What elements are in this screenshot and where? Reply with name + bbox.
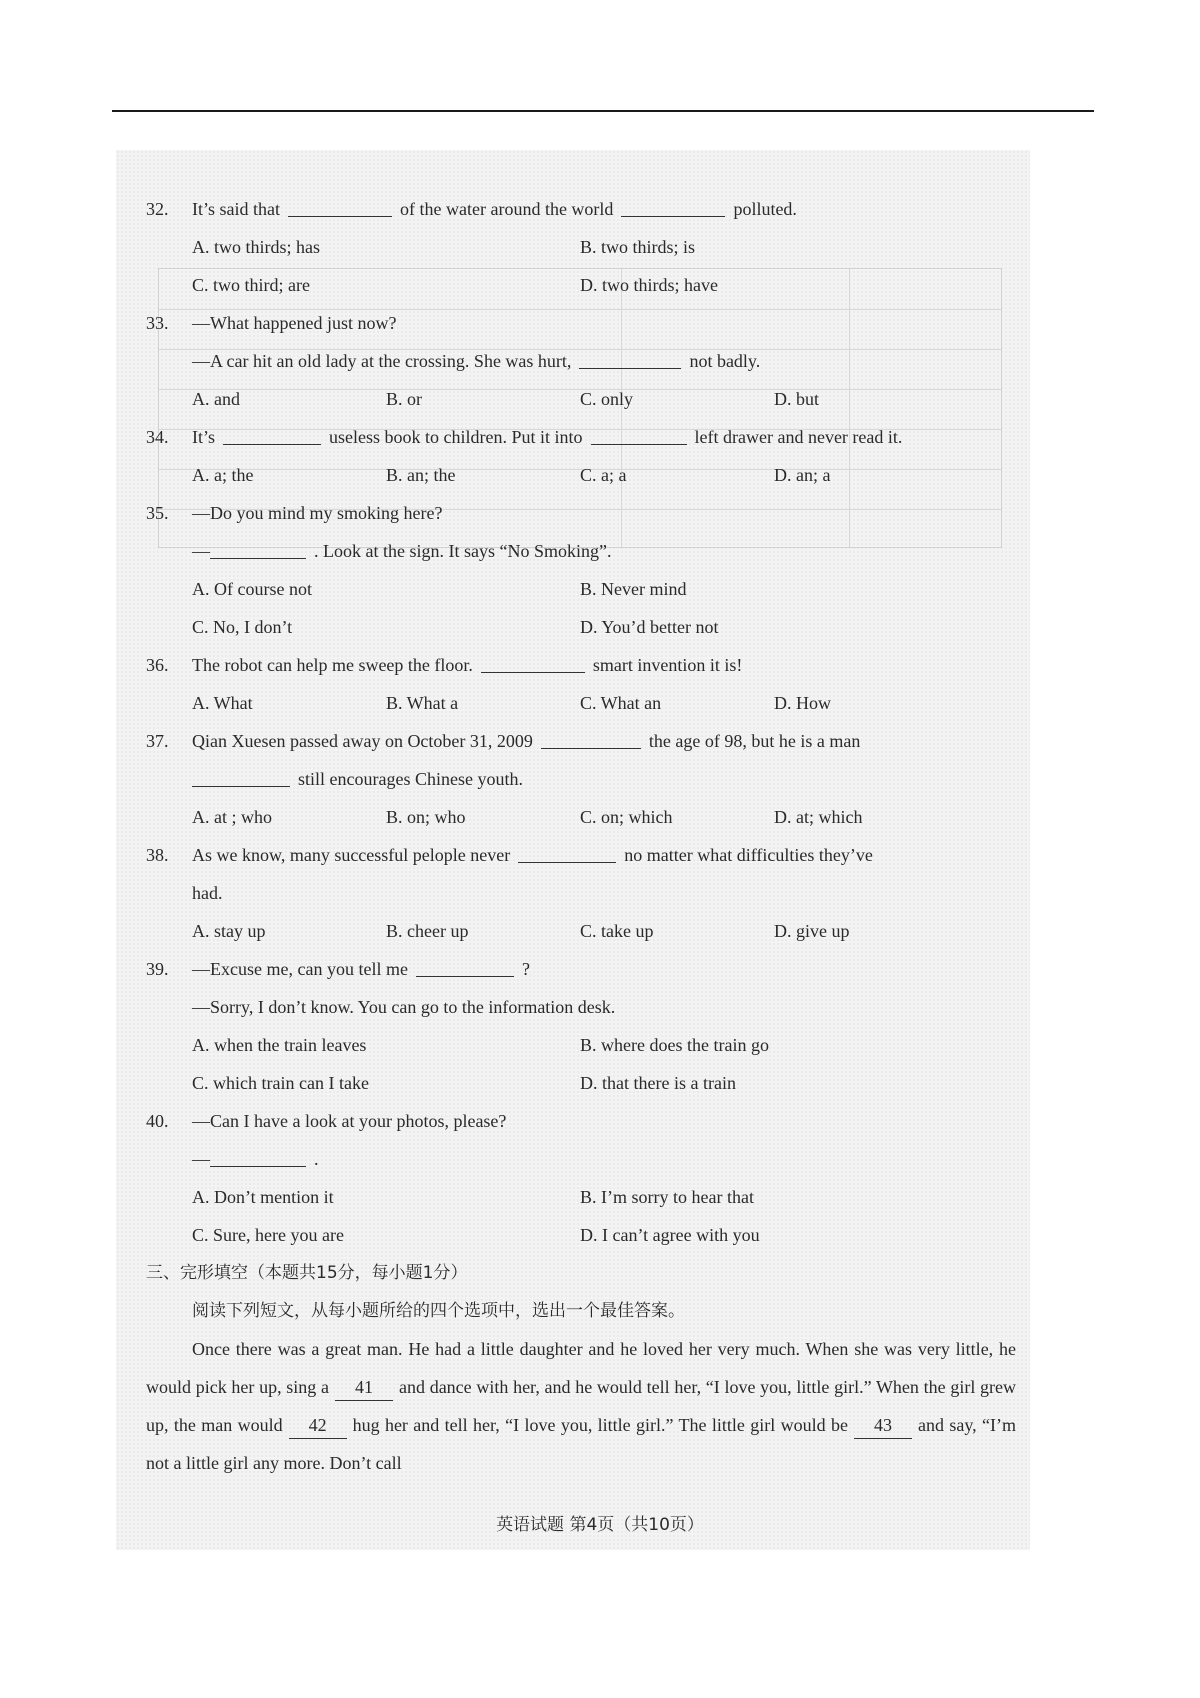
cloze-passage: Once there was a great man. He had a little daughter and he loved her very much. When she was very little, he would pick her up, sing a 41 and dance with her, and he would tell her, “I love you, little girl.” When the girl grew up, the man would 42 hug her and tell her, “I love you, little girl.” The little girl would be 43 and say, “I’m not a little girl any more. Don’t call <box>146 1339 1017 1473</box>
question-36: 36. The robot can help me sweep the floor. smart invention it is! <box>146 646 1016 684</box>
option-d[interactable]: D. two thirds; have <box>580 275 718 295</box>
answer-blank[interactable] <box>210 1142 306 1167</box>
option-a[interactable]: A. two thirds; has <box>192 237 320 257</box>
option-d[interactable]: D. that there is a train <box>580 1073 736 1093</box>
cloze-blank-41[interactable]: 41 <box>335 1374 393 1401</box>
options-35 <box>146 570 1016 608</box>
question-40: 40. —Can I have a look at your photos, please? <box>146 1111 507 1131</box>
options-32 <box>146 228 1016 266</box>
option-c[interactable]: C. take up <box>580 921 654 941</box>
question-35: 35. —Do you mind my smoking here? <box>146 503 443 523</box>
option-d[interactable]: D. You’d better not <box>580 617 719 637</box>
answer-blank[interactable] <box>591 420 687 445</box>
options-33 <box>146 380 1016 418</box>
page-footer: 英语试题 第4页（共10页） <box>496 1515 704 1535</box>
page-content: 32. It’s said that of the water around the world polluted. A. two thirds; has B. two thirds; is C. two third; are D. two thirds; have 33. —What happened just now? —A car hit an old lady at the crossing. She was hurt, not badly. A. and B. or C. only D. but 34. It’s useless book to children. Put it into left drawer and never read it. A. a; the B. an; the C. a; a D. an; a 35. —Do you mind my smoking here? — . Look at the sign. It says “No Smoking”. A. Of course not B. Never mind C. No, I don’t D. You’d better not 36. The robot can help me sweep the floor. smart invention it is! A. What B. What a C. What an D. How 37. Qian Xuesen passed away on October 31, 2009 the age of 98, but he is a man still encourages Chinese youth. A. at ; who B. on; who C. on; which D. at; which 38. As we know, many successful pelople never no matter what difficulties they’ve had. A. stay up B. cheer up C. take up D. give up 39. —Excuse me, can you tell me ? —Sorry, I don’t know. You can go to the information desk. A. when the train leaves B. where does the train go C. which train can I take D. that there is a train 40. —Can I have a look at your photos, please? — . A. Don’t mention it B. I’m sorry to hear that C. Sure, here you are D. I can’t agree with you 三、完形填空（本题共15分，每小题1分） 阅读下列短文，从每小题所给的四个选项中，选出一个最佳答案。 Once there was a great man. He had a little daughter and he loved her very much. When she was very little, he would pick her up, sing a 41 and dance with her, and he would tell her, “I love you, little girl.” When the girl grew up, the man would 42 hug her and tell her, “I love you, little girl.” The little girl would be 43 and say, “I’m not a little girl any more. Don’t call <box>146 190 1016 1482</box>
option-c[interactable]: C. Sure, here you are <box>192 1225 344 1245</box>
cloze-blank-42[interactable]: 42 <box>289 1412 347 1439</box>
cloze-blank-43[interactable]: 43 <box>854 1412 912 1439</box>
answer-blank[interactable] <box>541 724 641 749</box>
option-b[interactable]: B. cheer up <box>386 921 469 941</box>
option-a[interactable]: A. Don’t mention it <box>192 1187 334 1207</box>
option-a[interactable]: A. at ; who <box>192 807 272 827</box>
option-d[interactable]: D. at; which <box>774 807 863 827</box>
answer-blank[interactable] <box>192 762 290 787</box>
option-d[interactable]: D. How <box>774 693 831 713</box>
option-b[interactable]: B. What a <box>386 693 459 713</box>
option-a[interactable]: A. stay up <box>192 921 266 941</box>
answer-blank[interactable] <box>210 534 306 559</box>
question-33: 33. —What happened just now? <box>146 313 397 333</box>
option-b[interactable]: B. Never mind <box>580 579 687 599</box>
option-c[interactable]: C. two third; are <box>192 275 310 295</box>
option-d[interactable]: D. give up <box>774 921 850 941</box>
question-39: 39. —Excuse me, can you tell me ? <box>146 950 1016 988</box>
question-38: 38. As we know, many successful pelople never no matter what difficulties they’ve <box>146 836 1016 874</box>
answer-blank[interactable] <box>416 952 514 977</box>
top-rule <box>112 110 1094 112</box>
answer-blank[interactable] <box>518 838 616 863</box>
option-c[interactable]: C. a; a <box>580 465 627 485</box>
option-d[interactable]: D. but <box>774 389 819 409</box>
options-38 <box>146 912 1016 950</box>
option-b[interactable]: B. on; who <box>386 807 466 827</box>
options-37 <box>146 798 1016 836</box>
option-b[interactable]: B. or <box>386 389 422 409</box>
answer-blank[interactable] <box>223 420 321 445</box>
answer-blank[interactable] <box>481 648 585 673</box>
answer-blank[interactable] <box>621 192 725 217</box>
option-b[interactable]: B. where does the train go <box>580 1035 769 1055</box>
options-39 <box>146 1026 1016 1064</box>
option-d[interactable]: D. an; a <box>774 465 831 485</box>
option-b[interactable]: B. I’m sorry to hear that <box>580 1187 754 1207</box>
option-a[interactable]: A. when the train leaves <box>192 1035 367 1055</box>
option-b[interactable]: B. two thirds; is <box>580 237 696 257</box>
option-a[interactable]: A. and <box>192 389 240 409</box>
option-c[interactable]: C. only <box>580 389 634 409</box>
option-c[interactable]: C. What an <box>580 693 662 713</box>
answer-blank[interactable] <box>288 192 392 217</box>
section-title: 三、完形填空（本题共15分，每小题1分） <box>146 1263 468 1283</box>
options-36 <box>146 684 1016 722</box>
option-a[interactable]: A. What <box>192 693 253 713</box>
option-a[interactable]: A. a; the <box>192 465 254 485</box>
question-34: 34. It’s useless book to children. Put it into left drawer and never read it. <box>146 418 1016 456</box>
option-a[interactable]: A. Of course not <box>192 579 312 599</box>
option-d[interactable]: D. I can’t agree with you <box>580 1225 760 1245</box>
option-c[interactable]: C. which train can I take <box>192 1073 369 1093</box>
question-37: 37. Qian Xuesen passed away on October 31, 2009 the age of 98, but he is a man <box>146 722 1016 760</box>
options-40 <box>146 1178 1016 1216</box>
options-34 <box>146 456 1016 494</box>
question-32: 32. It’s said that of the water around the world polluted. <box>146 190 1016 228</box>
answer-blank[interactable] <box>579 344 681 369</box>
option-b[interactable]: B. an; the <box>386 465 456 485</box>
option-c[interactable]: C. on; which <box>580 807 673 827</box>
section-instruction: 阅读下列短文，从每小题所给的四个选项中，选出一个最佳答案。 <box>192 1301 685 1321</box>
option-c[interactable]: C. No, I don’t <box>192 617 293 637</box>
